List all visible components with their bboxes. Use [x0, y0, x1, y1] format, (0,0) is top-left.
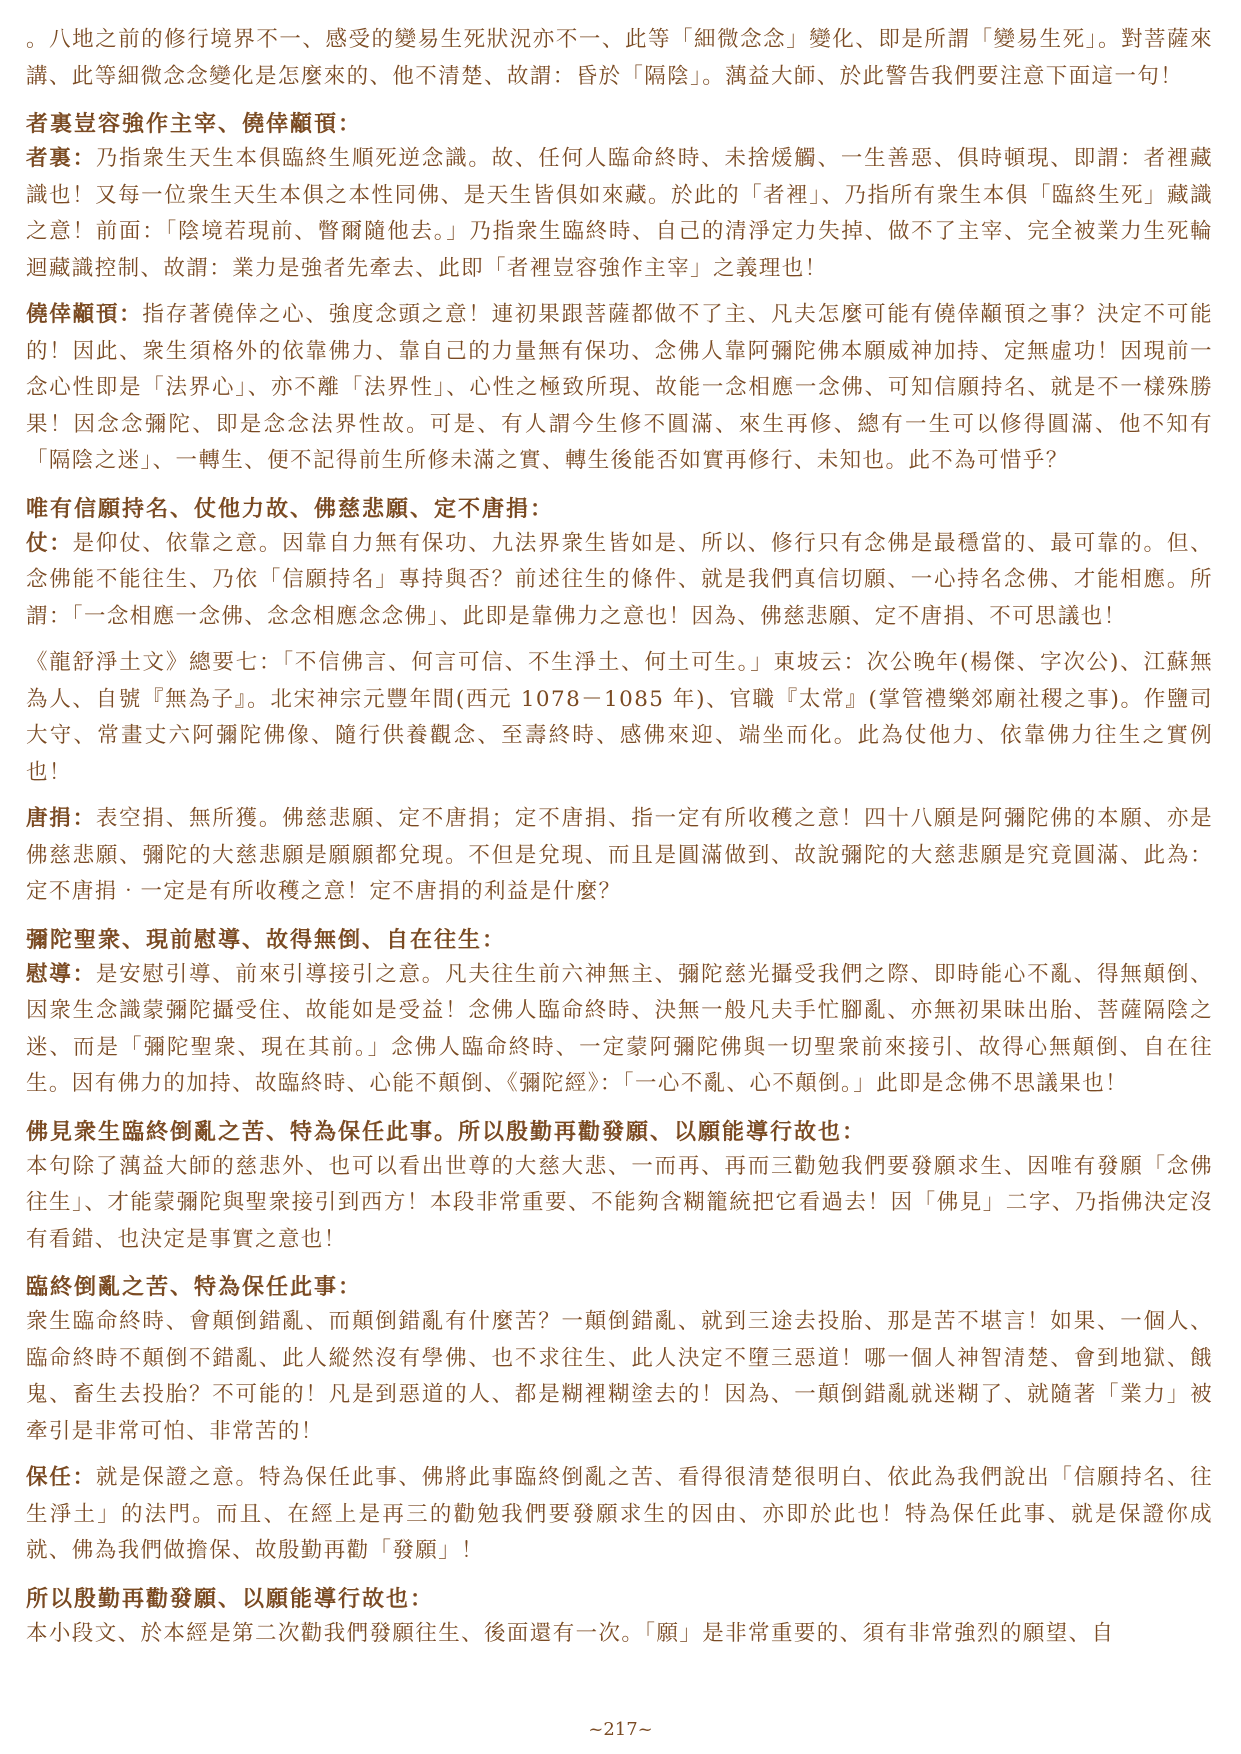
section-heading: 彌陀聖衆、現前慰導、故得無倒、自在往生： — [26, 926, 507, 953]
paragraph — [26, 297, 1213, 480]
term-label: 僥倖顢頇： — [26, 302, 143, 327]
term-label: 保任： — [26, 1465, 96, 1490]
paragraph-text: 就是保證之意。特為保任此事、佛將此事臨終倒亂之苦、看得很清楚很明白、依此為我們說出「信願持名、往生淨土」的法門。而且、在經上是再三的勸勉我們要發願求生的因由、亦即於此也！特為保任此事、就是保證你成就、佛為我們做擔保、故殷勤再勸「發願」！ — [26, 1465, 1213, 1563]
paragraph — [26, 22, 1213, 95]
section-heading: 臨終倒亂之苦、特為保任此事： — [26, 1274, 363, 1300]
term-label: 唐捐： — [26, 806, 96, 831]
document-body — [26, 22, 1213, 1652]
paragraph — [26, 645, 1213, 791]
paragraph — [26, 1460, 1213, 1570]
paragraph-text: 乃指衆生天生本俱臨終生順死逆念識。故、任何人臨命終時、未捨煖觸、一生善惡、俱時頓現、即謂：者裡藏識也！又每一位衆生天生本俱之本性同佛、是天生皆俱如來藏。於此的「者裡」、乃指所有衆生本俱「臨終生死」藏識之意！前面：「陰境若現前、瞥爾隨他去。」乃指衆生臨終時、自己的清淨定力失掉、做不了主宰、完全被業力生死輪迴藏識控制、故謂：業力是強者先牽去、此即「者裡豈容強作主宰」之義理也！ — [26, 146, 1213, 281]
paragraph-text: 是仰仗、依靠之意。因靠自力無有保功、九法界衆生皆如是、所以、修行只有念佛是最穩當的、最可靠的。但、念佛能不能往生、乃依「信願持名」專持與否？前述往生的條件、就是我們真信切願、一心持名念佛、才能相應。所謂：「一念相應一念佛、念念相應念念佛」、此即是靠佛力之意也！因為、佛慈悲願、定不唐捐、不可思議也！ — [26, 530, 1213, 629]
term-label: 仗： — [26, 530, 73, 556]
section-heading: 者裏豈容強作主宰、僥倖顢頇： — [26, 111, 363, 137]
paragraph-text: 指存著僥倖之心、強度念頭之意！連初果跟菩薩都做不了主、凡夫怎麼可能有僥倖顢頇之事？決定不可能的！因此、衆生須格外的依靠佛力、靠自己的力量無有保功、念佛人靠阿彌陀佛本願威神加持、定無虛功！因現前一念心性即是「法界心」、亦不離「法界性」、心性之極致所現、故能一念相應一念佛、可知信願持名、就是不一樣殊勝果！因念念彌陀、即是念念法界性故。可是、有人謂今生修不圓滿、來生再修、總有一生可以修得圓滿、他不知有「隔陰之迷」、一轉生、便不記得前生所修未滿之實、轉生後能否如實再修行、未知也。此不為可惜乎？ — [26, 302, 1213, 473]
term-label: 慰導： — [26, 961, 96, 987]
paragraph-text: 。八地之前的修行境界不一、感受的變易生死狀況亦不一、此等「細微念念」變化、即是所謂「變易生死」。對菩薩來講、此等細微念念變化是怎麼來的、他不清楚、故謂：昏於「隔陰」。蕅益大師、於此警告我們要注意下面這一句！ — [26, 27, 1213, 89]
section-heading: 唯有信願持名、仗他力故、佛慈悲願、定不唐捐： — [26, 495, 555, 522]
paragraph-text: 本句除了蕅益大師的慈悲外、也可以看出世尊的大慈大悲、一而再、再而三勸勉我們要發願求生、因唯有發願「念佛往生」、才能蒙彌陀與聖衆接引到西方！本段非常重要、不能夠含糊籠統把它看過去！因「佛見」二字、乃指佛決定沒有看錯、也決定是事實之意也！ — [26, 1153, 1213, 1252]
paragraph — [26, 1304, 1213, 1450]
paragraph-text: 本小段文、於本經是第二次勸我們發願往生、後面還有一次。「願」是非常重要的、須有非常強烈的願望、自 — [26, 1620, 1115, 1646]
paragraph-text: 表空捐、無所獲。佛慈悲願、定不唐捐；定不唐捐、指一定有所收穫之意！四十八願是阿彌陀佛的本願、亦是佛慈悲願、彌陀的大慈悲願是願願都兌現。不但是兌現、而且是圓滿做到、故說彌陀的大慈悲願是究竟圓滿、此為：定不唐捐‧一定是有所收穫之意！定不唐捐的利益是什麼？ — [26, 806, 1213, 904]
term-label: 者裏： — [26, 146, 96, 171]
paragraph — [26, 957, 1213, 1103]
paragraph-text: 是安慰引導、前來引導接引之意。凡夫往生前六神無主、彌陀慈光攝受我們之際、即時能心不亂、得無顛倒、因衆生念識蒙彌陀攝受住、故能如是受益！念佛人臨命終時、決無一般凡夫手忙腳亂、亦無初果昧出胎、菩薩隔陰之迷、而是「彌陀聖衆、現在其前。」念佛人臨命終時、一定蒙阿彌陀佛與一切聖衆前來接引、故得心無顛倒、自在往生。因有佛力的加持、故臨終時、心能不顛倒、《彌陀經》：「一心不亂、心不顛倒。」此即是念佛不思議果也！ — [26, 961, 1213, 1096]
paragraph-text: 衆生臨命終時、會顛倒錯亂、而顛倒錯亂有什麼苦？一顛倒錯亂、就到三途去投胎、那是苦不堪言！如果、一個人、臨命終時不顛倒不錯亂、此人縱然沒有學佛、也不求往生、此人決定不墮三惡道！哪一個人神智清楚、會到地獄、餓鬼、畜生去投胎？不可能的！凡是到惡道的人、都是糊裡糊塗去的！因為、一顛倒錯亂就迷糊了、就隨著「業力」被牽引是非常可怕、非常苦的！ — [26, 1309, 1213, 1444]
paragraph — [26, 1149, 1213, 1259]
paragraph — [26, 526, 1213, 636]
paragraph-text: 《龍舒淨土文》總要七：「不信佛言、何言可信、不生淨土、何土可生。」東坡云：次公晚年(楊傑、字次公)、江蘇無為人、自號『無為子』。北宋神宗元豐年間(西元 1078－1085 年)、官職『太常』(掌管禮樂郊廟社稷之事)。作鹽司大守、常畫丈六阿彌陀佛像、隨行供養觀念、至壽終時、感佛來迎、端坐而化。此為仗他力、依靠佛力往生之實例也！ — [26, 650, 1213, 785]
section-heading: 佛見衆生臨終倒亂之苦、特為保任此事。所以殷勤再勸發願、以願能導行故也： — [26, 1118, 867, 1145]
paragraph — [26, 801, 1213, 911]
section-heading: 所以殷勤再勸發願、以願能導行故也： — [26, 1585, 435, 1612]
paragraph — [26, 1616, 1213, 1653]
paragraph — [26, 141, 1213, 287]
page-number: ~217~ — [588, 1719, 653, 1740]
